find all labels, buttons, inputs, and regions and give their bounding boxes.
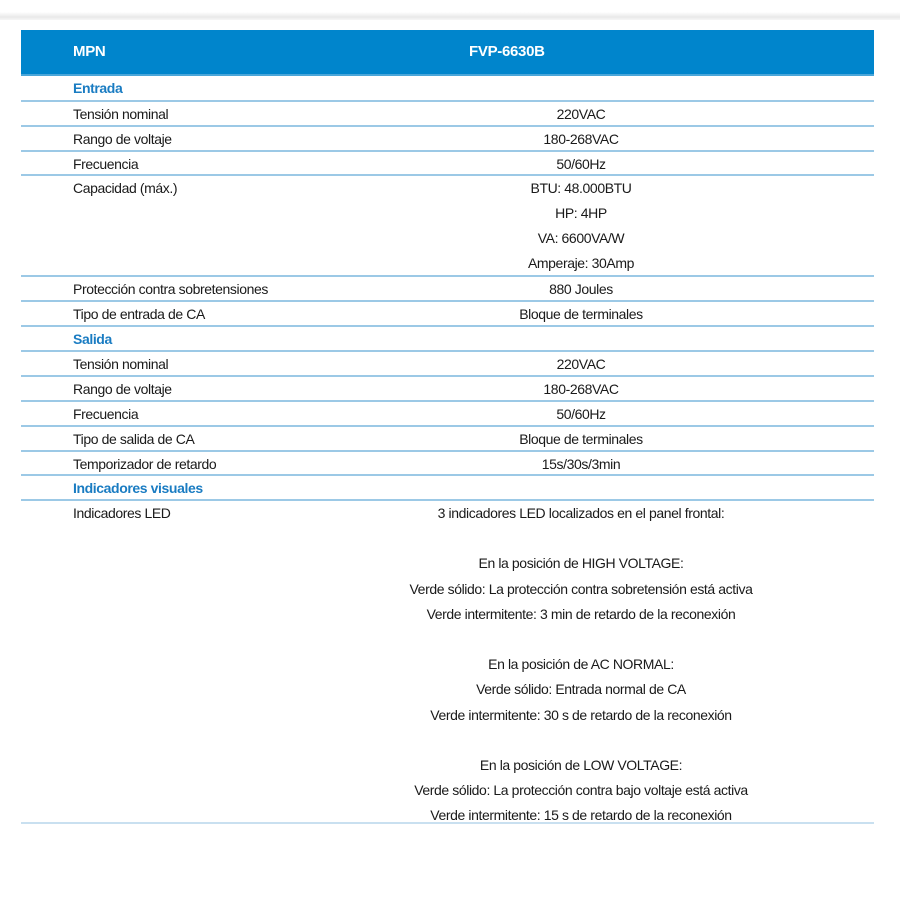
row-label: Protección contra sobretensiones	[73, 281, 268, 297]
row-label: Rango de voltaje	[73, 131, 172, 147]
row-label: Tipo de salida de CA	[73, 431, 195, 447]
table-row-capacity	[21, 176, 874, 277]
row-value: 180-268VAC	[543, 131, 619, 147]
row-value: 15s/30s/3min	[541, 456, 621, 472]
row-value: 220VAC	[556, 356, 606, 372]
row-label: Capacidad (máx.)	[73, 180, 178, 196]
row-label: Tipo de entrada de CA	[73, 306, 205, 322]
table-row	[21, 102, 874, 127]
section-entrada	[21, 76, 874, 102]
table-row	[21, 352, 874, 377]
header-model-value: FVP-6630B	[469, 43, 545, 60]
table-row	[21, 127, 874, 152]
low-voltage-solid: Verde sólido: La protección contra bajo voltaje está activa	[414, 782, 748, 799]
low-voltage-title: En la posición de LOW VOLTAGE:	[479, 756, 683, 773]
section-title: Entrada	[73, 80, 123, 96]
high-voltage-solid: Verde sólido: La protección contra sobretensión está activa	[409, 580, 753, 597]
spacer	[301, 631, 861, 656]
header-mpn-label: MPN	[73, 43, 106, 60]
ac-normal-blink: Verde intermitente: 30 s de retardo de la reconexión	[430, 706, 732, 723]
row-value: 180-268VAC	[543, 381, 619, 397]
spacer	[301, 530, 861, 555]
low-voltage-blink: Verde intermitente: 15 s de retardo de la reconexión	[430, 807, 732, 824]
high-voltage-title: En la posición de HIGH VOLTAGE:	[478, 555, 684, 572]
ac-normal-solid: Verde sólido: Entrada normal de CA	[476, 681, 686, 698]
row-label: Tensión nominal	[73, 356, 169, 372]
section-indicadores	[21, 476, 874, 501]
row-label: Temporizador de retardo	[73, 456, 217, 472]
row-label: Tensión nominal	[73, 106, 169, 122]
led-description	[301, 505, 861, 832]
capacity-amperage: Amperaje: 30Amp	[527, 255, 635, 271]
table-row	[21, 277, 874, 302]
row-label: Indicadores LED	[73, 505, 171, 521]
row-label: Frecuencia	[73, 406, 139, 422]
high-voltage-blink: Verde intermitente: 3 min de retardo de la reconexión	[426, 605, 736, 622]
section-salida	[21, 327, 874, 352]
ac-normal-title: En la posición de AC NORMAL:	[488, 656, 674, 673]
section-title: Salida	[73, 331, 112, 347]
table-row	[21, 152, 874, 176]
row-value-list	[301, 180, 861, 280]
table-row-led	[21, 501, 874, 824]
capacity-va: VA: 6600VA/W	[537, 230, 625, 246]
row-value: 880 Joules	[549, 281, 613, 297]
spacer	[301, 732, 861, 757]
table-row	[21, 427, 874, 452]
row-label: Frecuencia	[73, 156, 139, 172]
table-header	[21, 30, 874, 76]
row-value: Bloque de terminales	[519, 306, 643, 322]
table-row	[21, 452, 874, 476]
capacity-hp: HP: 4HP	[555, 205, 607, 221]
row-value: 50/60Hz	[556, 156, 606, 172]
capacity-btu: BTU: 48.000BTU	[530, 180, 632, 196]
row-label: Rango de voltaje	[73, 381, 172, 397]
row-value: 50/60Hz	[556, 406, 606, 422]
table-row	[21, 402, 874, 427]
table-row	[21, 302, 874, 327]
row-value: Bloque de terminales	[519, 431, 643, 447]
led-intro: 3 indicadores LED localizados en el panel frontal:	[437, 505, 725, 521]
row-value: 220VAC	[556, 106, 606, 122]
spec-table	[21, 30, 874, 824]
top-shadow	[0, 0, 900, 20]
table-row	[21, 377, 874, 402]
section-title: Indicadores visuales	[73, 480, 203, 496]
